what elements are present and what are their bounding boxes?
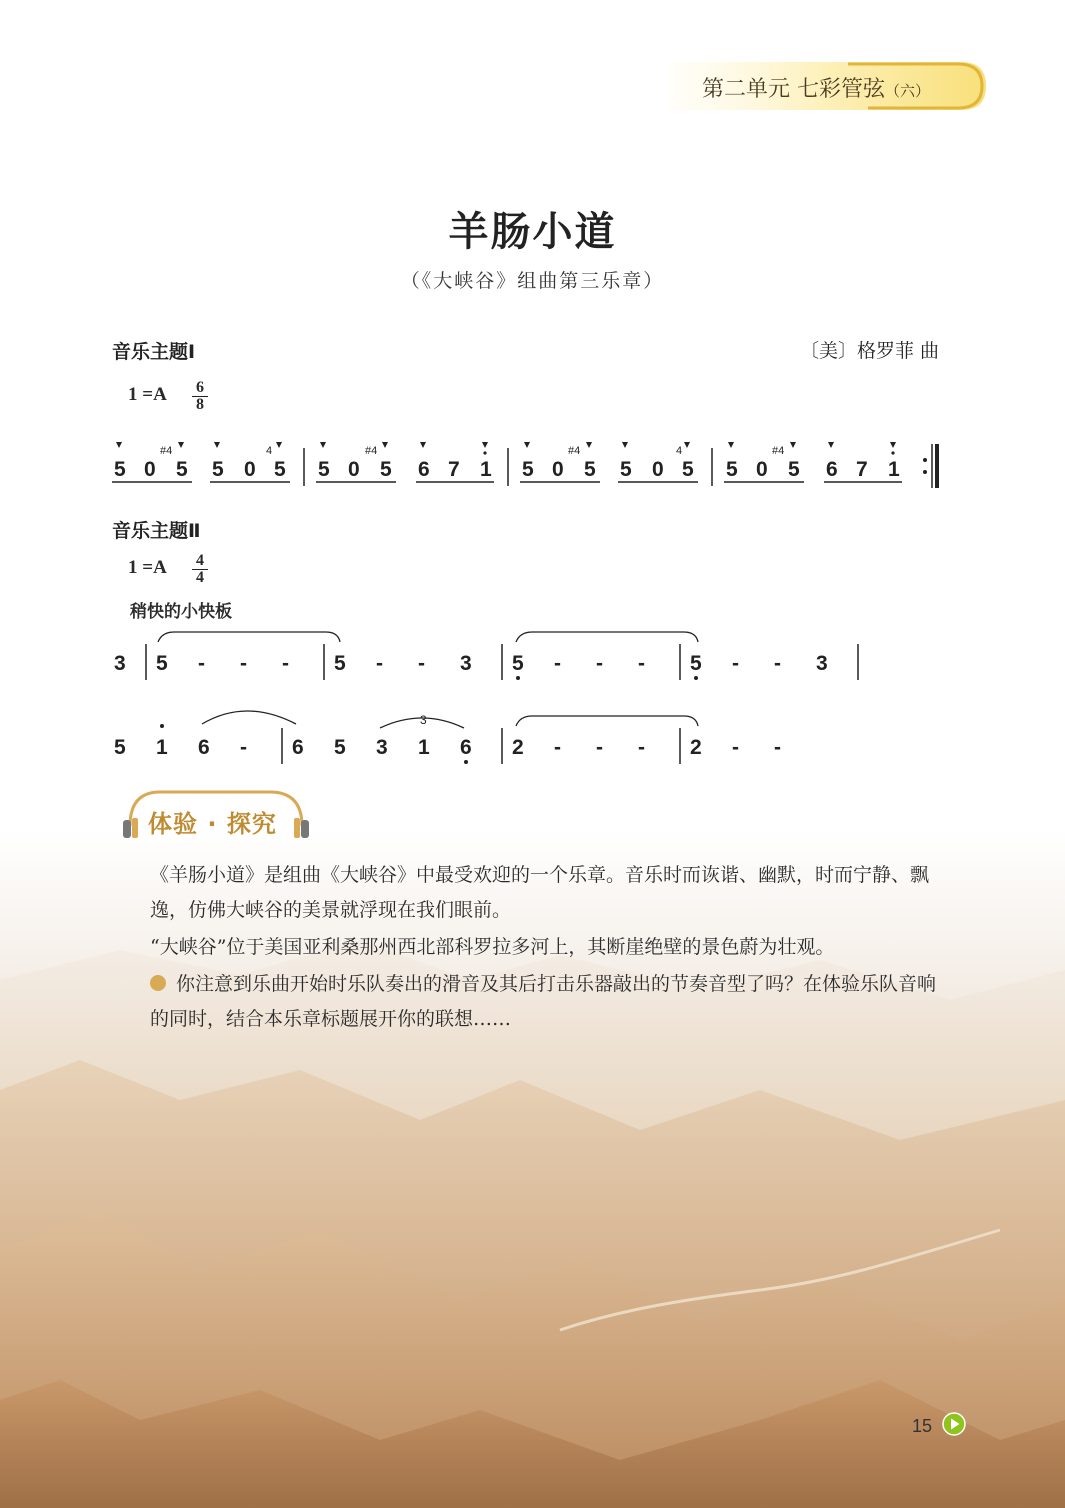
- page-subtitle: （《大峡谷》组曲第三乐章）: [400, 270, 665, 292]
- note: -: [638, 652, 645, 675]
- note: 0: [244, 458, 256, 481]
- note: -: [554, 736, 561, 759]
- note: -: [240, 652, 247, 675]
- note: -: [774, 652, 781, 675]
- unit-header-tab: [668, 60, 988, 112]
- note: 7: [448, 458, 460, 481]
- unit-title: 第二单元 七彩管弦（六）: [702, 77, 931, 102]
- note: -: [596, 652, 603, 675]
- paragraph-intro: 《羊肠小道》是组曲《大峡谷》中最受欢迎的一个乐章。音乐时而诙谐、幽默，时而宁静、飘逸，仿佛大峡谷的美景就浮现在我们眼前。: [150, 864, 930, 921]
- note: 5: [682, 458, 694, 481]
- grace-note: #4: [568, 445, 581, 457]
- note: 5: [176, 458, 188, 481]
- note: 6: [198, 736, 210, 759]
- note: 5: [512, 652, 524, 675]
- note: 0: [652, 458, 664, 481]
- grace-note: 4: [676, 445, 683, 457]
- note: 0: [756, 458, 768, 481]
- theme2-time-signature: $\frac{4}{4}$: [192, 553, 208, 586]
- grace-note: #4: [772, 445, 785, 457]
- note: 5: [380, 458, 392, 481]
- note: 2: [690, 736, 702, 759]
- grace-note: 4: [266, 445, 273, 457]
- note: 5: [114, 736, 126, 759]
- note: -: [418, 652, 425, 675]
- note: 5: [114, 458, 126, 481]
- note: -: [638, 736, 645, 759]
- note: 2: [512, 736, 524, 759]
- note: 5: [620, 458, 632, 481]
- paragraph-canyon: “大峡谷”位于美国亚利桑那州西北部科罗拉多河上，其断崖绝壁的景色蔚为壮观。: [150, 936, 835, 958]
- note: -: [240, 736, 247, 759]
- note: 5: [274, 458, 286, 481]
- page-number: 15: [912, 1416, 933, 1436]
- note: 3: [376, 736, 388, 759]
- note: 5: [212, 458, 224, 481]
- note: 6: [826, 458, 838, 481]
- bullet-icon: [150, 975, 166, 991]
- note: -: [554, 652, 561, 675]
- note: 0: [144, 458, 156, 481]
- tempo-marking: 稍快的小快板: [130, 602, 232, 622]
- note: 0: [552, 458, 564, 481]
- note: 5: [522, 458, 534, 481]
- note: -: [282, 652, 289, 675]
- triplet-mark: 3: [420, 713, 427, 727]
- section-heading: [120, 788, 310, 840]
- note: -: [774, 736, 781, 759]
- note: 1: [156, 736, 168, 759]
- theme2-score: [100, 622, 900, 782]
- note: -: [198, 652, 205, 675]
- play-icon[interactable]: [942, 1412, 966, 1436]
- note: 5: [156, 652, 168, 675]
- theme1-time-signature: $\frac{6}{8}$: [192, 380, 208, 413]
- theme1-label: 音乐主题Ⅰ: [112, 341, 196, 363]
- note: 5: [788, 458, 800, 481]
- theme1-key: 1 =A: [128, 384, 167, 405]
- note: 1: [888, 458, 900, 481]
- note: 1: [480, 458, 492, 481]
- page-title: 羊肠小道: [448, 209, 617, 255]
- note: 3: [114, 652, 126, 675]
- note: 6: [418, 458, 430, 481]
- note: 3: [460, 652, 472, 675]
- note: 5: [726, 458, 738, 481]
- note: 5: [334, 736, 346, 759]
- note: -: [732, 736, 739, 759]
- note: 3: [816, 652, 828, 675]
- grace-note: #4: [160, 445, 173, 457]
- note: 6: [460, 736, 472, 759]
- note: 0: [348, 458, 360, 481]
- note: 5: [334, 652, 346, 675]
- theme1-score: [100, 430, 950, 500]
- note: -: [732, 652, 739, 675]
- note: -: [376, 652, 383, 675]
- note: 5: [584, 458, 596, 481]
- composer-credit: 〔美〕格罗菲 曲: [800, 340, 940, 362]
- note: 6: [292, 736, 304, 759]
- paragraph-question: 你注意到乐曲开始时乐队奏出的滑音及其后打击乐器敲出的节奏音型了吗？在体验乐队音响的同时，结合本乐章标题展开你的联想……: [150, 973, 937, 1030]
- section-title: 体验 · 探究: [148, 810, 277, 838]
- note: 5: [318, 458, 330, 481]
- note: 1: [418, 736, 430, 759]
- note: 7: [856, 458, 868, 481]
- note: 5: [690, 652, 702, 675]
- theme2-key: 1 =A: [128, 557, 167, 578]
- theme2-label: 音乐主题Ⅱ: [112, 520, 201, 542]
- note: -: [596, 736, 603, 759]
- grace-note: #4: [365, 445, 378, 457]
